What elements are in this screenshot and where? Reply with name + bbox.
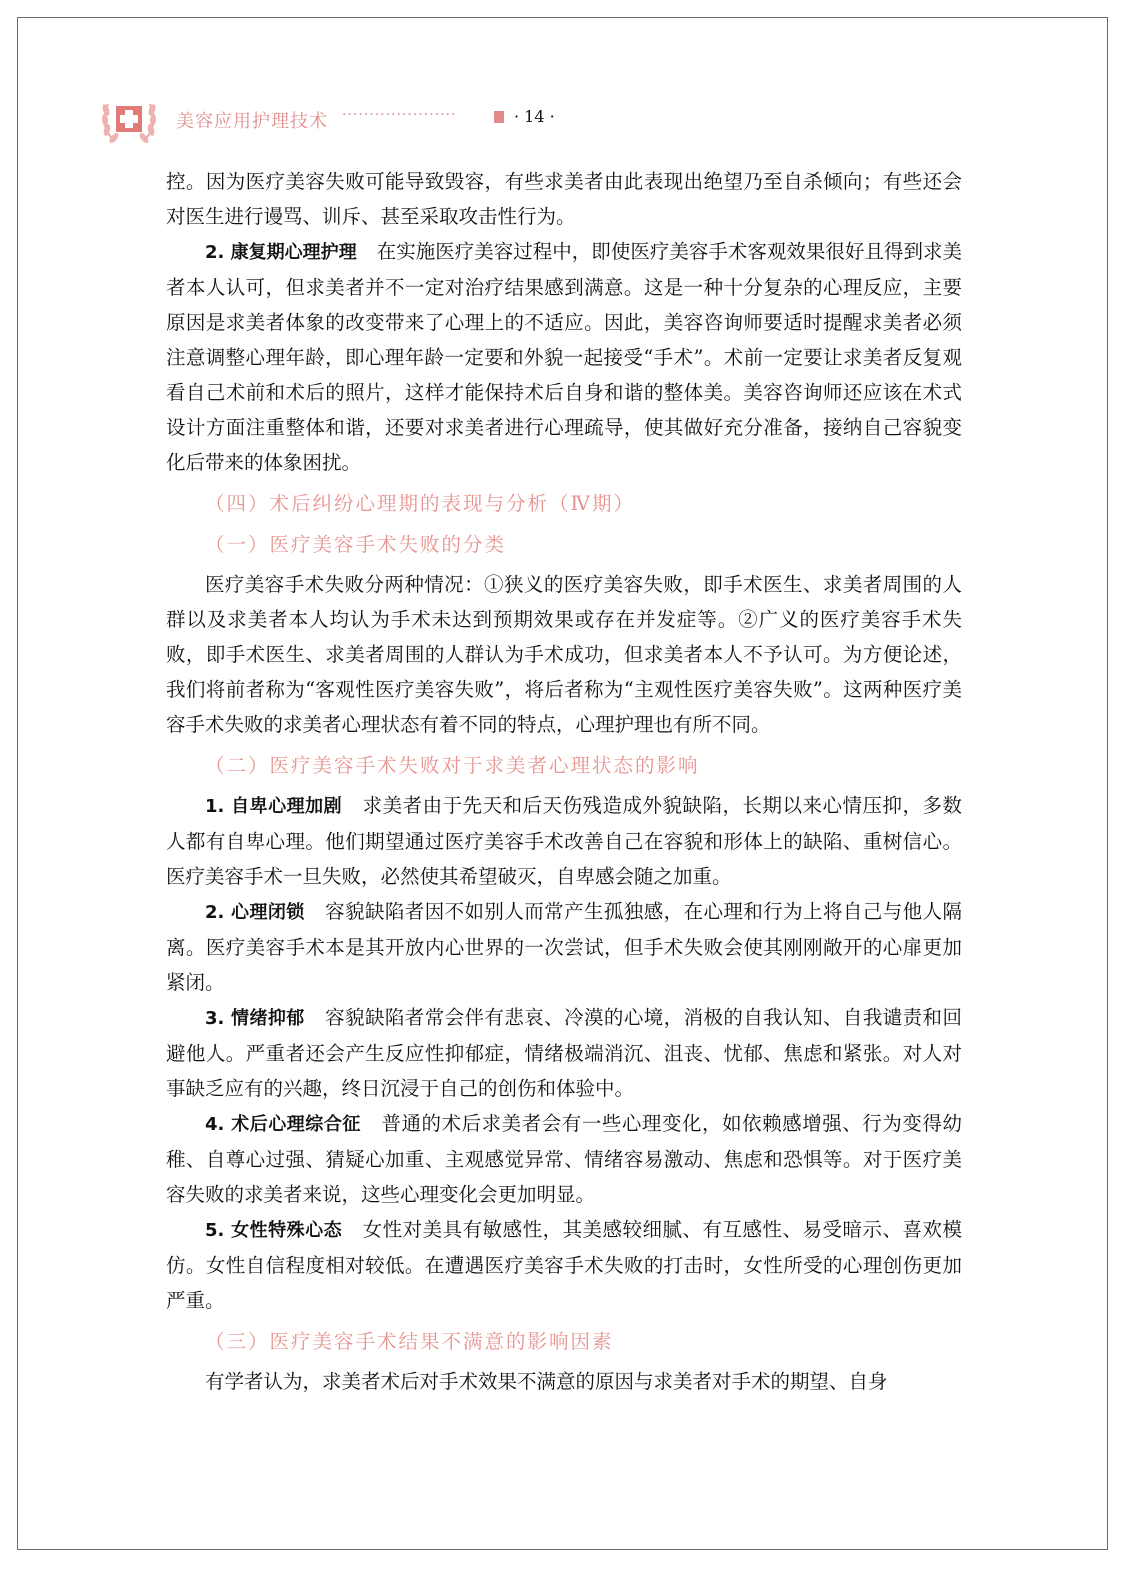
paragraph: 医疗美容手术失败分两种情况：①狭义的医疗美容失败，即手术医生、求美者周围的人群以及求美者本人均认为手术未达到预期效果或存在并发症等。②广义的医疗美容手术失败，即手术医生、求美者周围的人群认为手术成功，但求美者本人不予认可。为方便论述，我们将前者称为“客观性医疗美容失败”，将后者称为“主观性医疗美容失败”。这两种医疗美容手术失败的求美者心理状态有着不同的特点，心理护理也有所不同。 xyxy=(166,573,962,736)
red-cross-laurel-logo-icon xyxy=(100,92,158,148)
running-header xyxy=(100,92,620,148)
paragraph: 5. 女性特殊心态 女性对美具有敏感性，其美感较细腻、有互感性、易受暗示、喜欢模仿。女性自信程度相对较低。在遭遇医疗美容手术失败的打击时，女性所受的心理创伤更加严重。 xyxy=(166,1218,962,1312)
page-number: · 14 · xyxy=(514,107,555,126)
paragraph-lead: 5. 女性特殊心态 xyxy=(205,1220,343,1241)
paragraph-lead: 3. 情绪抑郁 xyxy=(205,1008,305,1029)
body-text xyxy=(166,164,962,1399)
paragraph-lead: 1. 自卑心理加剧 xyxy=(205,796,343,817)
book-title: 美容应用护理技术 xyxy=(176,111,328,132)
paragraph-lead: 2. 康复期心理护理 xyxy=(205,242,357,263)
paragraph: 2. 心理闭锁 容貌缺陷者因不如别人而常产生孤独感，在心理和行为上将自己与他人隔离。医疗美容手术本是其开放内心世界的一次尝试，但手术失败会使其刚刚敞开的心扉更加紧闭。 xyxy=(166,900,962,994)
header-square-icon xyxy=(494,111,504,123)
section-heading: （四）术后纠纷心理期的表现与分析（Ⅳ期） xyxy=(205,492,635,515)
paragraph-lead: 2. 心理闭锁 xyxy=(205,902,305,923)
header-leader-dots: ····················· xyxy=(342,107,457,123)
section-heading: （三）医疗美容手术结果不满意的影响因素 xyxy=(205,1330,614,1353)
paragraph: 3. 情绪抑郁 容貌缺陷者常会伴有悲哀、冷漠的心境，消极的自我认知、自我谴责和回避他人。严重者还会产生反应性抑郁症，情绪极端消沉、沮丧、忧郁、焦虑和紧张。对人对事缺乏应有的兴趣，终日沉浸于自己的创伤和体验中。 xyxy=(166,1006,962,1100)
paragraph: 1. 自卑心理加剧 求美者由于先天和后天伤残造成外貌缺陷，长期以来心情压抑，多数人都有自卑心理。他们期望通过医疗美容手术改善自己在容貌和形体上的缺陷、重树信心。医疗美容手术一旦失败，必然使其希望破灭，自卑感会随之加重。 xyxy=(166,794,962,888)
paragraph: 2. 康复期心理护理 在实施医疗美容过程中，即使医疗美容手术客观效果很好且得到求美者本人认可，但求美者并不一定对治疗结果感到满意。这是一种十分复杂的心理反应，主要原因是求美者体象的改变带来了心理上的不适应。因此，美容咨询师要适时提醒求美者必须注意调整心理年龄，即心理年龄一定要和外貌一起接受“手术”。术前一定要让求美者反复观看自己术前和术后的照片，这样才能保持术后自身和谐的整体美。美容咨询师还应该在术式设计方面注重整体和谐，还要对求美者进行心理疏导，使其做好充分准备，接纳自己容貌变化后带来的体象困扰。 xyxy=(166,240,962,474)
paragraph: 有学者认为，求美者术后对手术效果不满意的原因与求美者对手术的期望、自身 xyxy=(205,1370,888,1393)
paragraph-lead: 4. 术后心理综合征 xyxy=(205,1114,361,1135)
paragraph: 4. 术后心理综合征 普通的术后求美者会有一些心理变化，如依赖感增强、行为变得幼稚、自尊心过强、猜疑心加重、主观感觉异常、情绪容易激动、焦虑和恐惧等。对于医疗美容失败的求美者来说，这些心理变化会更加明显。 xyxy=(166,1112,962,1206)
section-heading: （一）医疗美容手术失败的分类 xyxy=(205,533,507,556)
paragraph: 控。因为医疗美容失败可能导致毁容，有些求美者由此表现出绝望乃至自杀倾向；有些还会对医生进行谩骂、训斥、甚至采取攻击性行为。 xyxy=(166,170,962,228)
section-heading: （二）医疗美容手术失败对于求美者心理状态的影响 xyxy=(205,754,700,777)
